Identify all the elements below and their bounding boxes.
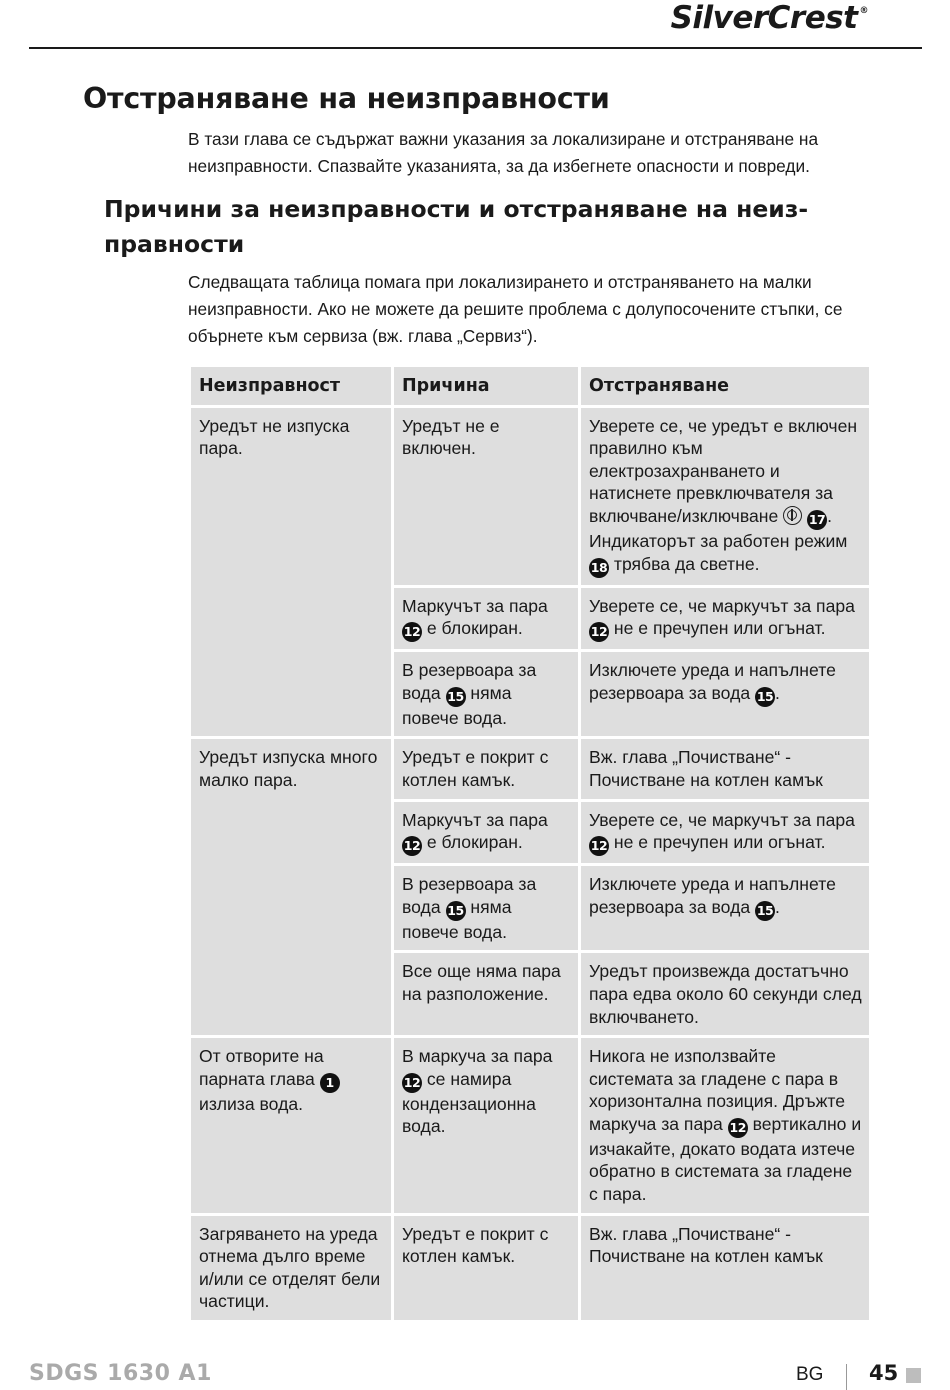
cause-cell: Уредът е покрит с котлен камък.	[393, 738, 580, 800]
cause-text: Маркучът за пара	[402, 809, 548, 830]
header-cause: Причина	[393, 366, 580, 407]
fault-text: излиза вода.	[199, 1093, 304, 1114]
fix-text	[802, 506, 807, 526]
page-number: 45	[869, 1361, 899, 1385]
cause-text: В резервоара за вода	[402, 874, 537, 917]
fix-text: .	[775, 682, 780, 703]
callout-number-icon: 17	[807, 510, 827, 530]
fault-cell: Загряването на уреда отнема дълго време и/или се отделят бели частици.	[190, 1214, 393, 1321]
footer-square-mark	[906, 1368, 921, 1383]
cause-text: се намира кондензационна вода.	[402, 1068, 536, 1137]
remedy-cell	[580, 1037, 871, 1215]
fix-text: не е пречупен или огънат.	[609, 832, 826, 853]
remedy-cell	[580, 865, 871, 952]
table-row	[190, 1214, 871, 1321]
cause-cell: Все още няма пара на разположение.	[393, 952, 580, 1037]
fault-text: От отворите на парната глава	[199, 1046, 324, 1089]
page-title: Отстраняване на неизправности	[83, 82, 610, 115]
troubleshooting-table	[188, 364, 872, 1323]
header-remedy: Отстраняване	[580, 366, 871, 407]
remedy-cell: Вж. глава „Почистване“ - Почистване на котлен камък	[580, 738, 871, 800]
header-fault: Неизправност	[190, 366, 393, 407]
callout-number-icon: 15	[446, 687, 466, 707]
fault-cell: Уредът изпуска много малко пара.	[190, 738, 393, 1037]
callout-number-icon: 12	[402, 1073, 422, 1093]
cause-cell	[393, 651, 580, 738]
cause-cell	[393, 865, 580, 952]
fix-text: Уверете се, че маркучът за пара	[589, 595, 855, 616]
callout-number-icon: 1	[320, 1073, 340, 1093]
table-row	[190, 406, 871, 586]
remedy-cell	[580, 586, 871, 651]
cause-cell	[393, 800, 580, 865]
callout-number-icon: 12	[728, 1118, 748, 1138]
table-body	[190, 406, 871, 1321]
cause-cell: Уредът е покрит с котлен камък.	[393, 1214, 580, 1321]
callout-number-icon: 12	[402, 836, 422, 856]
table-header-row	[190, 366, 871, 407]
callout-number-icon: 12	[589, 622, 609, 642]
fault-cell: Уредът не изпуска пара.	[190, 406, 393, 738]
fix-text: Изключете уреда и напълнете резервоара за вода	[589, 874, 836, 917]
cause-cell	[393, 1037, 580, 1215]
intro-paragraph: В тази глава се съдържат важни указания за локализиране и отстраняване на неизправности. Спазвайте указанията, за да избегнете опасности и повреди.	[188, 129, 819, 176]
section-title: Причини за неизправности и отстраняване на неиз-правности	[104, 195, 809, 258]
callout-number-icon: 12	[402, 622, 422, 642]
cause-text: няма повече вода.	[402, 682, 512, 728]
cause-cell: Уредът не е включен.	[393, 406, 580, 586]
fix-text: .	[775, 896, 780, 917]
callout-number-icon: 15	[755, 687, 775, 707]
fix-text: вертикално и изчакайте, докато водата изтече обратно в системата за гладене с пара.	[589, 1113, 862, 1205]
header-rule	[29, 47, 922, 49]
cause-text: е блокиран.	[422, 618, 523, 639]
fix-text: не е пречупен или огънат.	[609, 618, 826, 639]
footer-model: SDGS 1630 A1	[29, 1361, 212, 1386]
cause-text: няма повече вода.	[402, 896, 512, 942]
cause-cell	[393, 586, 580, 651]
remedy-cell	[580, 651, 871, 738]
cause-text: В маркуча за пара	[402, 1046, 553, 1067]
callout-number-icon: 15	[446, 901, 466, 921]
cause-text: В резервоара за вода	[402, 660, 537, 703]
fault-cell	[190, 1037, 393, 1215]
fix-text: . Индикаторът за работен режим	[589, 505, 848, 551]
callout-number-icon: 18	[589, 558, 609, 578]
remedy-cell	[580, 406, 871, 586]
callout-number-icon: 15	[755, 901, 775, 921]
fix-text: Уверете се, че маркучът за пара	[589, 809, 855, 830]
fix-text: Изключете уреда и напълнете резервоара за вода	[589, 660, 836, 703]
power-switch-icon	[783, 506, 802, 525]
fix-text: трябва да светне.	[609, 553, 760, 574]
cause-text: Маркучът за пара	[402, 595, 548, 616]
table-row	[190, 1037, 871, 1215]
callout-number-icon: 12	[589, 836, 609, 856]
remedy-cell	[580, 800, 871, 865]
footer-language: BG	[796, 1364, 824, 1385]
remedy-cell: Вж. глава „Почистване“ - Почистване на котлен камък	[580, 1214, 871, 1321]
lead-paragraph: Следващата таблица помага при локализирането и отстраняването на малки неизправности. Ако не можете да решите проблема с долупосочените стъпки, се обърнете към сервиза (вж. глава „Сервиз“).	[188, 272, 843, 346]
footer-separator	[846, 1364, 847, 1390]
remedy-cell: Уредът произвежда достатъчно пара едва около 60 секунди след включването.	[580, 952, 871, 1037]
brand-logo: SilverCrest ®	[670, 0, 868, 36]
fix-text: Уверете се, че уредът е включен правилно към електрозахранването и натиснете превключвателя за включване/изключване	[589, 415, 858, 526]
fix-text: Никога не използвайте системата за гладене с пара в хоризонтална позиция. Дръжте маркуча за пара	[589, 1046, 845, 1134]
cause-text: е блокиран.	[422, 832, 523, 853]
table-row	[190, 738, 871, 800]
